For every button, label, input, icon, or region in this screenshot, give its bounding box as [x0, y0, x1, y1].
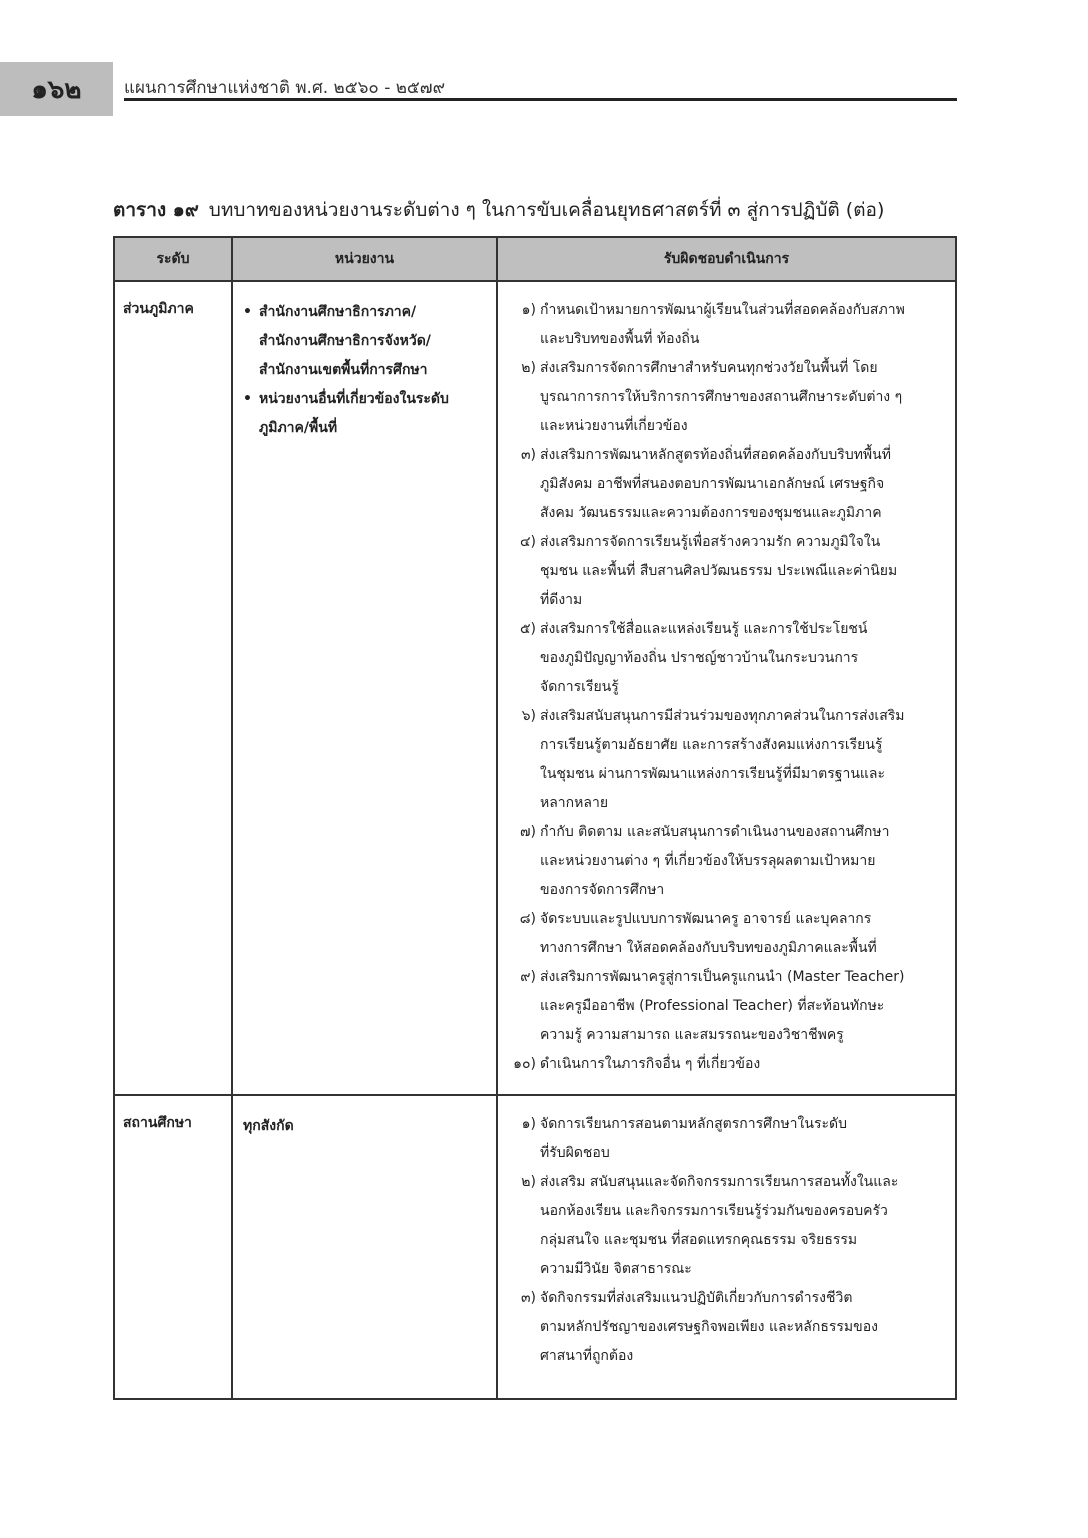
duty-number: ๘)	[519, 911, 536, 927]
unit-item	[243, 298, 486, 385]
duty-line: และบริบทของพื้นที่ ท้องถิ่น	[540, 331, 700, 347]
duties-cell	[497, 281, 956, 1095]
duty-item	[502, 615, 949, 702]
duty-line: และครูมืออาชีพ (Professional Teacher) ที่สะท้อนทักษะ	[540, 998, 885, 1014]
duty-number: ๑)	[521, 302, 536, 318]
duty-item	[502, 905, 949, 963]
unit-line: สำนักงานศึกษาธิการจังหวัด/	[259, 333, 431, 349]
duty-line: จัดการเรียนรู้	[540, 679, 619, 695]
duty-line: ของภูมิปัญญาท้องถิ่น ปราชญ์ชาวบ้านในกระบวนการ	[540, 650, 859, 666]
duty-line: ตามหลักปรัชญาของเศรษฐกิจพอเพียง และหลักธรรมของ	[540, 1319, 878, 1335]
duty-number: ๓)	[520, 447, 536, 463]
page-number: ๑๖๒	[0, 62, 113, 116]
duty-item	[502, 1050, 949, 1079]
unit-line: ภูมิภาค/พื้นที่	[259, 420, 338, 436]
header-rule	[124, 98, 957, 101]
duty-number: ๒)	[521, 1174, 536, 1190]
duty-line: จัดระบบและรูปแบบการพัฒนาครู อาจารย์ และบุคลากร	[540, 911, 872, 927]
duty-item	[502, 1110, 949, 1168]
level-cell: ส่วนภูมิภาค	[114, 281, 232, 1095]
table-header-row	[114, 237, 956, 281]
duty-number: ๑)	[521, 1116, 536, 1132]
duties-cell	[497, 1095, 956, 1399]
table-row	[114, 1095, 956, 1399]
duty-item	[502, 1168, 949, 1284]
duty-line: จัดกิจกรรมที่ส่งเสริมแนวปฏิบัติเกี่ยวกับการดำรงชีวิต	[540, 1290, 853, 1306]
duty-line: นอกห้องเรียน และกิจกรรมการเรียนรู้ร่วมกันของครอบครัว	[540, 1203, 888, 1219]
duty-item	[502, 354, 949, 441]
bullet-icon: •	[243, 391, 252, 407]
header-unit: หน่วยงาน	[232, 237, 497, 281]
duty-item	[502, 702, 949, 818]
duty-item	[502, 296, 949, 354]
table-caption	[113, 195, 884, 225]
unit-item	[243, 1112, 486, 1141]
duty-number: ๒)	[521, 360, 536, 376]
duty-line: ที่รับผิดชอบ	[540, 1145, 610, 1161]
duty-line: ส่งเสริมการใช้สื่อและแหล่งเรียนรู้ และการใช้ประโยชน์	[540, 621, 868, 637]
duty-line: ส่งเสริมสนับสนุนการมีส่วนร่วมของทุกภาคส่วนในการส่งเสริม	[540, 708, 905, 724]
duty-line: ส่งเสริม สนับสนุนและจัดกิจกรรมการเรียนการสอนทั้งในและ	[540, 1174, 899, 1190]
duty-number: ๔)	[519, 534, 536, 550]
header-level: ระดับ	[114, 237, 232, 281]
duty-line: ความรู้ ความสามารถ และสมรรถนะของวิชาชีพครู	[540, 1027, 844, 1043]
roles-table	[113, 236, 957, 1400]
duty-item	[502, 818, 949, 905]
duty-number: ๕)	[519, 621, 536, 637]
duty-number: ๖)	[521, 708, 536, 724]
duty-item	[502, 528, 949, 615]
unit-line: ทุกสังกัด	[243, 1118, 294, 1134]
duty-line: สังคม วัฒนธรรมและความต้องการของชุมชนและภูมิภาค	[540, 505, 882, 521]
duty-line: ภูมิสังคม อาชีพที่สนองตอบการพัฒนาเอกลักษณ์ เศรษฐกิจ	[540, 476, 885, 492]
duty-line: ส่งเสริมการจัดการศึกษาสำหรับคนทุกช่วงวัยในพื้นที่ โดย	[540, 360, 878, 376]
unit-item	[243, 385, 486, 443]
unit-line: สำนักงานศึกษาธิการภาค/	[259, 304, 417, 320]
duty-number: ๗)	[520, 824, 536, 840]
duty-line: บูรณาการการให้บริการการศึกษาของสถานศึกษาระดับต่าง ๆ	[540, 389, 903, 405]
duty-line: ที่ดีงาม	[540, 592, 583, 608]
unit-cell	[232, 1095, 497, 1399]
duty-item	[502, 441, 949, 528]
duty-line: ชุมชน และพื้นที่ สืบสานศิลปวัฒนธรรม ประเพณีและค่านิยม	[540, 563, 898, 579]
running-title: แผนการศึกษาแห่งชาติ พ.ศ. ๒๕๖๐ - ๒๕๗๙	[124, 78, 446, 98]
duty-number: ๓)	[520, 1290, 536, 1306]
duty-item	[502, 1284, 949, 1371]
duty-line: กำหนดเป้าหมายการพัฒนาผู้เรียนในส่วนที่สอดคล้องกับสภาพ	[540, 302, 905, 318]
caption-label: ตาราง ๑๙	[113, 199, 199, 221]
level-cell: สถานศึกษา	[114, 1095, 232, 1399]
duty-line: และหน่วยงานที่เกี่ยวข้อง	[540, 418, 688, 434]
duty-line: กลุ่มสนใจ และชุมชน ที่สอดแทรกคุณธรรม จริยธรรม	[540, 1232, 858, 1248]
duty-number: ๑๐)	[513, 1056, 536, 1072]
duty-line: ศาสนาที่ถูกต้อง	[540, 1348, 634, 1364]
caption-text: บทบาทของหน่วยงานระดับต่าง ๆ ในการขับเคลื่อนยุทธศาสตร์ที่ ๓ สู่การปฏิบัติ (ต่อ)	[208, 199, 885, 221]
duty-line: จัดการเรียนการสอนตามหลักสูตรการศึกษาในระดับ	[540, 1116, 847, 1132]
duty-item	[502, 963, 949, 1050]
duty-line: ส่งเสริมการพัฒนาครูสู่การเป็นครูแกนนำ (Master Teacher)	[540, 969, 905, 985]
unit-line: หน่วยงานอื่นที่เกี่ยวข้องในระดับ	[259, 391, 449, 407]
duty-line: ส่งเสริมการพัฒนาหลักสูตรท้องถิ่นที่สอดคล้องกับบริบทพื้นที่	[540, 447, 891, 463]
table-row	[114, 281, 956, 1095]
duty-line: และหน่วยงานต่าง ๆ ที่เกี่ยวข้องให้บรรลุผลตามเป้าหมาย	[540, 853, 876, 869]
duty-number: ๙)	[520, 969, 536, 985]
duty-line: ทางการศึกษา ให้สอดคล้องกับบริบทของภูมิภาคและพื้นที่	[540, 940, 877, 956]
unit-cell	[232, 281, 497, 1095]
duty-line: ความมีวินัย จิตสาธารณะ	[540, 1261, 692, 1277]
duty-line: ส่งเสริมการจัดการเรียนรู้เพื่อสร้างความรัก ความภูมิใจใน	[540, 534, 881, 550]
duty-line: ของการจัดการศึกษา	[540, 882, 665, 898]
duty-line: กำกับ ติดตาม และสนับสนุนการดำเนินงานของสถานศึกษา	[540, 824, 890, 840]
header-duties: รับผิดชอบดำเนินการ	[497, 237, 956, 281]
duty-line: การเรียนรู้ตามอัธยาศัย และการสร้างสังคมแห่งการเรียนรู้	[540, 737, 883, 753]
duty-line: ในชุมชน ผ่านการพัฒนาแหล่งการเรียนรู้ที่มีมาตรฐานและ	[540, 766, 886, 782]
bullet-icon: •	[243, 304, 252, 320]
duty-line: ดำเนินการในภารกิจอื่น ๆ ที่เกี่ยวข้อง	[540, 1056, 761, 1072]
unit-line: สำนักงานเขตพื้นที่การศึกษา	[259, 362, 428, 378]
duty-line: หลากหลาย	[540, 795, 609, 811]
